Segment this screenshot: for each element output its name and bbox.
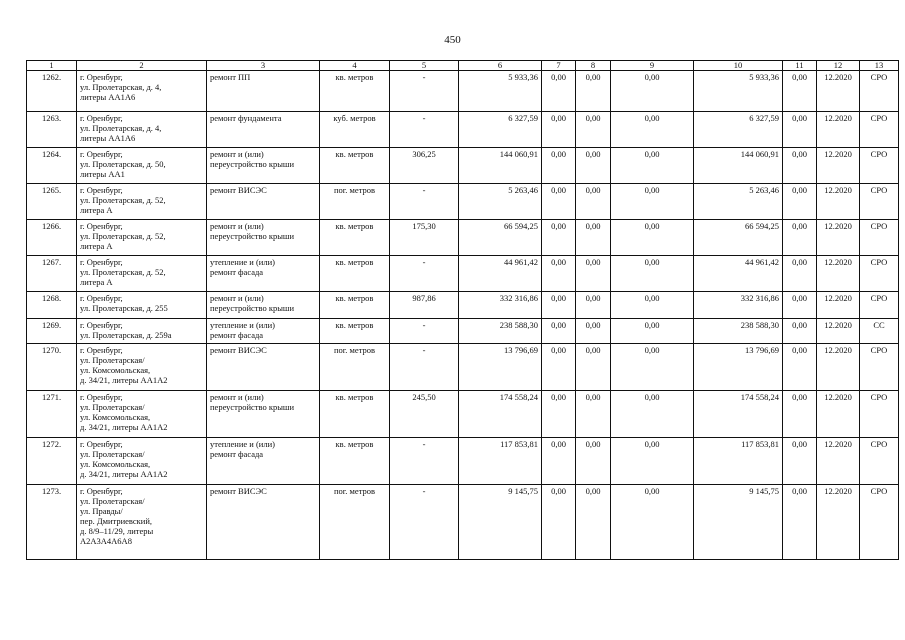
unit-cell: кв. метров: [320, 220, 390, 256]
fund-cell-7: 0,00: [542, 438, 576, 485]
method-cell: СРО: [860, 184, 899, 220]
completion-date-cell: 12.2020: [817, 184, 860, 220]
fund-cell-9: 0,00: [611, 184, 694, 220]
fund-cell-7: 0,00: [542, 71, 576, 112]
owner-funds-cell: 5 933,36: [694, 71, 783, 112]
method-cell: СРО: [860, 292, 899, 319]
total-cost-cell: 5 263,46: [459, 184, 542, 220]
address-cell: г. Оренбург, ул. Пролетарская/ ул. Правды/ пер. Дмитриевский, д. 8/9–11/29, литеры А2А3А4А6А8: [77, 485, 207, 560]
method-cell: СРО: [860, 148, 899, 184]
owner-funds-cell: 117 853,81: [694, 438, 783, 485]
address-cell: г. Оренбург, ул. Пролетарская, д. 4, литеры АА1А6: [77, 71, 207, 112]
fund-cell-7: 0,00: [542, 485, 576, 560]
fund-cell-7: 0,00: [542, 344, 576, 391]
quantity-cell: -: [390, 71, 459, 112]
unit-cell: кв. метров: [320, 292, 390, 319]
owner-funds-cell: 174 558,24: [694, 391, 783, 438]
total-cost-cell: 6 327,59: [459, 112, 542, 148]
fund-cell-8: 0,00: [576, 292, 611, 319]
owner-funds-cell: 66 594,25: [694, 220, 783, 256]
completion-date-cell: 12.2020: [817, 112, 860, 148]
fund-cell-11: 0,00: [783, 344, 817, 391]
column-number: 9: [611, 61, 694, 71]
fund-cell-8: 0,00: [576, 71, 611, 112]
unit-cell: кв. метров: [320, 438, 390, 485]
total-cost-cell: 238 588,30: [459, 319, 542, 344]
work-type-cell: ремонт и (или) переустройство крыши: [207, 220, 320, 256]
quantity-cell: 987,86: [390, 292, 459, 319]
total-cost-cell: 174 558,24: [459, 391, 542, 438]
quantity-cell: -: [390, 112, 459, 148]
completion-date-cell: 12.2020: [817, 391, 860, 438]
quantity-cell: -: [390, 256, 459, 292]
fund-cell-8: 0,00: [576, 220, 611, 256]
method-cell: СРО: [860, 344, 899, 391]
quantity-cell: 175,30: [390, 220, 459, 256]
method-cell: СРО: [860, 438, 899, 485]
table-row: [27, 438, 899, 485]
method-cell: СРО: [860, 256, 899, 292]
unit-cell: пог. метров: [320, 184, 390, 220]
completion-date-cell: 12.2020: [817, 485, 860, 560]
unit-cell: куб. метров: [320, 112, 390, 148]
row-number: 1265.: [27, 184, 77, 220]
completion-date-cell: 12.2020: [817, 344, 860, 391]
page-number: 450: [444, 34, 461, 46]
work-type-cell: ремонт ВИСЭС: [207, 184, 320, 220]
table-row: [27, 184, 899, 220]
unit-cell: кв. метров: [320, 71, 390, 112]
owner-funds-cell: 238 588,30: [694, 319, 783, 344]
address-cell: г. Оренбург, ул. Пролетарская, д. 259а: [77, 319, 207, 344]
fund-cell-7: 0,00: [542, 184, 576, 220]
table-row: [27, 485, 899, 560]
fund-cell-9: 0,00: [611, 391, 694, 438]
fund-cell-9: 0,00: [611, 344, 694, 391]
register-table: [26, 60, 899, 560]
column-number: 11: [783, 61, 817, 71]
method-cell: СС: [860, 319, 899, 344]
row-number: 1267.: [27, 256, 77, 292]
fund-cell-9: 0,00: [611, 220, 694, 256]
table-row: [27, 112, 899, 148]
row-number: 1269.: [27, 319, 77, 344]
owner-funds-cell: 44 961,42: [694, 256, 783, 292]
address-cell: г. Оренбург, ул. Пролетарская, д. 52, литера А: [77, 184, 207, 220]
address-cell: г. Оренбург, ул. Пролетарская/ ул. Комсомольская, д. 34/21, литеры АА1А2: [77, 391, 207, 438]
fund-cell-8: 0,00: [576, 485, 611, 560]
fund-cell-11: 0,00: [783, 391, 817, 438]
address-cell: г. Оренбург, ул. Пролетарская, д. 50, литеры АА1: [77, 148, 207, 184]
work-type-cell: ремонт и (или) переустройство крыши: [207, 148, 320, 184]
fund-cell-11: 0,00: [783, 71, 817, 112]
unit-cell: кв. метров: [320, 148, 390, 184]
owner-funds-cell: 144 060,91: [694, 148, 783, 184]
completion-date-cell: 12.2020: [817, 319, 860, 344]
total-cost-cell: 9 145,75: [459, 485, 542, 560]
quantity-cell: 306,25: [390, 148, 459, 184]
work-type-cell: ремонт и (или) переустройство крыши: [207, 391, 320, 438]
column-number: 1: [27, 61, 77, 71]
fund-cell-7: 0,00: [542, 292, 576, 319]
fund-cell-7: 0,00: [542, 148, 576, 184]
quantity-cell: 245,50: [390, 391, 459, 438]
column-number: 6: [459, 61, 542, 71]
table-row: [27, 391, 899, 438]
work-type-cell: ремонт ВИСЭС: [207, 485, 320, 560]
fund-cell-7: 0,00: [542, 391, 576, 438]
completion-date-cell: 12.2020: [817, 438, 860, 485]
table-row: [27, 344, 899, 391]
work-type-cell: ремонт ВИСЭС: [207, 344, 320, 391]
row-number: 1270.: [27, 344, 77, 391]
fund-cell-11: 0,00: [783, 148, 817, 184]
unit-cell: пог. метров: [320, 485, 390, 560]
owner-funds-cell: 332 316,86: [694, 292, 783, 319]
quantity-cell: -: [390, 344, 459, 391]
row-number: 1266.: [27, 220, 77, 256]
fund-cell-7: 0,00: [542, 112, 576, 148]
total-cost-cell: 66 594,25: [459, 220, 542, 256]
fund-cell-7: 0,00: [542, 319, 576, 344]
unit-cell: кв. метров: [320, 319, 390, 344]
fund-cell-11: 0,00: [783, 184, 817, 220]
fund-cell-9: 0,00: [611, 438, 694, 485]
unit-cell: кв. метров: [320, 391, 390, 438]
work-type-cell: утепление и (или) ремонт фасада: [207, 438, 320, 485]
fund-cell-11: 0,00: [783, 319, 817, 344]
table-row: [27, 220, 899, 256]
quantity-cell: -: [390, 438, 459, 485]
quantity-cell: -: [390, 184, 459, 220]
row-number: 1262.: [27, 71, 77, 112]
column-number: 3: [207, 61, 320, 71]
total-cost-cell: 117 853,81: [459, 438, 542, 485]
row-number: 1273.: [27, 485, 77, 560]
fund-cell-11: 0,00: [783, 438, 817, 485]
owner-funds-cell: 9 145,75: [694, 485, 783, 560]
fund-cell-8: 0,00: [576, 391, 611, 438]
fund-cell-8: 0,00: [576, 112, 611, 148]
column-number: 10: [694, 61, 783, 71]
fund-cell-11: 0,00: [783, 256, 817, 292]
fund-cell-8: 0,00: [576, 319, 611, 344]
fund-cell-8: 0,00: [576, 256, 611, 292]
fund-cell-11: 0,00: [783, 485, 817, 560]
table-row: [27, 148, 899, 184]
column-number-row: [27, 61, 899, 71]
fund-cell-8: 0,00: [576, 184, 611, 220]
table-row: [27, 256, 899, 292]
unit-cell: пог. метров: [320, 344, 390, 391]
fund-cell-11: 0,00: [783, 220, 817, 256]
method-cell: СРО: [860, 485, 899, 560]
fund-cell-9: 0,00: [611, 485, 694, 560]
address-cell: г. Оренбург, ул. Пролетарская, д. 52, литера А: [77, 256, 207, 292]
address-cell: г. Оренбург, ул. Пролетарская/ ул. Комсомольская, д. 34/21, литеры АА1А2: [77, 344, 207, 391]
work-type-cell: ремонт фундамента: [207, 112, 320, 148]
work-type-cell: ремонт ПП: [207, 71, 320, 112]
column-number: 4: [320, 61, 390, 71]
total-cost-cell: 5 933,36: [459, 71, 542, 112]
method-cell: СРО: [860, 220, 899, 256]
fund-cell-9: 0,00: [611, 292, 694, 319]
table-row: [27, 71, 899, 112]
unit-cell: кв. метров: [320, 256, 390, 292]
fund-cell-9: 0,00: [611, 71, 694, 112]
row-number: 1264.: [27, 148, 77, 184]
total-cost-cell: 13 796,69: [459, 344, 542, 391]
completion-date-cell: 12.2020: [817, 292, 860, 319]
fund-cell-11: 0,00: [783, 112, 817, 148]
fund-cell-9: 0,00: [611, 319, 694, 344]
completion-date-cell: 12.2020: [817, 71, 860, 112]
fund-cell-11: 0,00: [783, 292, 817, 319]
owner-funds-cell: 5 263,46: [694, 184, 783, 220]
total-cost-cell: 332 316,86: [459, 292, 542, 319]
work-type-cell: утепление и (или) ремонт фасада: [207, 319, 320, 344]
fund-cell-9: 0,00: [611, 112, 694, 148]
method-cell: СРО: [860, 391, 899, 438]
owner-funds-cell: 6 327,59: [694, 112, 783, 148]
completion-date-cell: 12.2020: [817, 220, 860, 256]
column-number: 7: [542, 61, 576, 71]
fund-cell-8: 0,00: [576, 148, 611, 184]
method-cell: СРО: [860, 112, 899, 148]
total-cost-cell: 144 060,91: [459, 148, 542, 184]
fund-cell-8: 0,00: [576, 438, 611, 485]
column-number: 13: [860, 61, 899, 71]
method-cell: СРО: [860, 71, 899, 112]
column-number: 5: [390, 61, 459, 71]
fund-cell-9: 0,00: [611, 148, 694, 184]
row-number: 1271.: [27, 391, 77, 438]
fund-cell-9: 0,00: [611, 256, 694, 292]
total-cost-cell: 44 961,42: [459, 256, 542, 292]
address-cell: г. Оренбург, ул. Пролетарская, д. 52, литера А: [77, 220, 207, 256]
completion-date-cell: 12.2020: [817, 256, 860, 292]
column-number: 8: [576, 61, 611, 71]
address-cell: г. Оренбург, ул. Пролетарская, д. 255: [77, 292, 207, 319]
row-number: 1268.: [27, 292, 77, 319]
quantity-cell: -: [390, 319, 459, 344]
fund-cell-7: 0,00: [542, 220, 576, 256]
work-type-cell: ремонт и (или) переустройство крыши: [207, 292, 320, 319]
column-number: 2: [77, 61, 207, 71]
table-row: [27, 319, 899, 344]
table-row: [27, 292, 899, 319]
owner-funds-cell: 13 796,69: [694, 344, 783, 391]
quantity-cell: -: [390, 485, 459, 560]
address-cell: г. Оренбург, ул. Пролетарская, д. 4, литеры АА1А6: [77, 112, 207, 148]
work-type-cell: утепление и (или) ремонт фасада: [207, 256, 320, 292]
row-number: 1272.: [27, 438, 77, 485]
fund-cell-7: 0,00: [542, 256, 576, 292]
column-number: 12: [817, 61, 860, 71]
address-cell: г. Оренбург, ул. Пролетарская/ ул. Комсомольская, д. 34/21, литеры АА1А2: [77, 438, 207, 485]
completion-date-cell: 12.2020: [817, 148, 860, 184]
row-number: 1263.: [27, 112, 77, 148]
fund-cell-8: 0,00: [576, 344, 611, 391]
